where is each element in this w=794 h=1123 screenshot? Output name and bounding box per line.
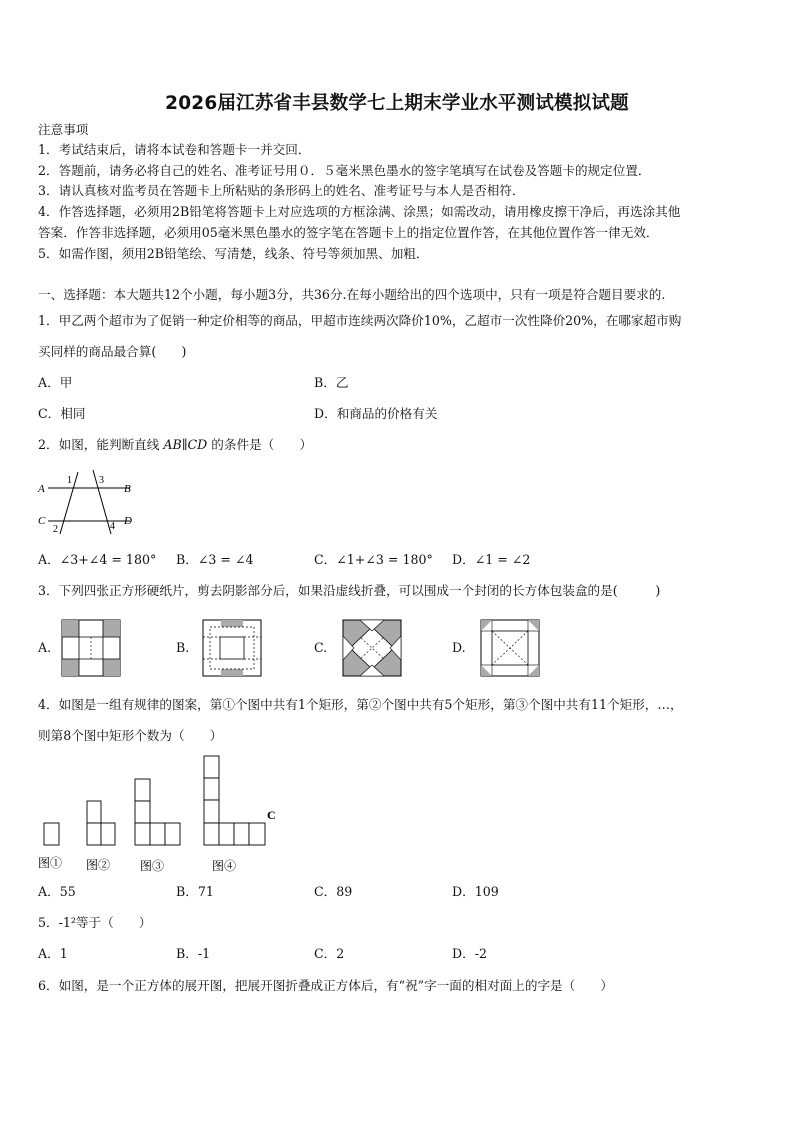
q2-angle-4: 4 bbox=[110, 521, 115, 532]
q1-stem-line2: 买同样的商品最合算( ) bbox=[38, 344, 187, 359]
q4-corner-label: C bbox=[267, 808, 276, 822]
q2-option-d: D．∠1 = ∠2 bbox=[452, 552, 531, 567]
q2-stem-tail: 的条件是（ ） bbox=[211, 437, 313, 452]
q1-option-d: D．和商品的价格有关 bbox=[314, 406, 438, 421]
q4-stem-line1: 4．如图是一组有规律的图案，第①个图中共有1个矩形，第②个图中共有5个矩形，第③个图中共有11个矩形，…， bbox=[38, 697, 683, 712]
q2-option-b: B．∠3 = ∠4 bbox=[176, 552, 254, 567]
q4-caption-2: 图② bbox=[86, 858, 111, 872]
q2-label-a: A bbox=[38, 483, 45, 495]
page-title: 2026届江苏省丰县数学七上期末学业水平测试模拟试题 bbox=[165, 93, 629, 114]
q2-label-d: D bbox=[124, 515, 132, 527]
q4-rectangle-pattern-figure bbox=[36, 752, 286, 876]
q2-option-a: A．∠3+∠4 = 180° bbox=[38, 552, 157, 567]
note-item-1: 1．考试结束后，请将本试卷和答题卡一并交回． bbox=[38, 142, 311, 157]
q2-angle-1: 1 bbox=[67, 475, 72, 486]
q4-caption-3: 图③ bbox=[140, 859, 165, 873]
q1-option-b: B．乙 bbox=[314, 375, 349, 390]
q5-option-d: D．-2 bbox=[452, 946, 487, 961]
q3-label-a: A. bbox=[38, 640, 52, 655]
q5-option-a: A．1 bbox=[38, 946, 68, 961]
section-heading: 一、选择题：本大题共12个小题，每小题3分，共36分.在每小题给出的四个选项中，只有一项是符合题目要求的. bbox=[38, 287, 666, 302]
q5-option-b: B．-1 bbox=[176, 946, 211, 961]
q5-option-c: C．2 bbox=[314, 946, 345, 961]
note-item-3: 3．请认真核对监考员在答题卡上所粘贴的条形码上的姓名、准考证号与本人是否相符． bbox=[38, 183, 525, 198]
q4-option-d: D．109 bbox=[452, 884, 499, 899]
q1-option-c: C．相同 bbox=[38, 406, 86, 421]
q2-label-c: C bbox=[38, 515, 46, 527]
q3-stem: 3．下列四张正方形硬纸片，剪去阴影部分后，如果沿虚线折叠，可以围成一个封闭的长方体包装盒的是( ) bbox=[38, 583, 661, 598]
q4-caption-4: 图④ bbox=[212, 859, 237, 873]
notes-heading: 注意事项 bbox=[38, 122, 89, 137]
q2-label-b: B bbox=[124, 483, 131, 495]
q2-stem-math: AB∥CD bbox=[163, 437, 208, 452]
q3-paper-a bbox=[61, 619, 121, 677]
q5-stem: 5．-1²等于（ ） bbox=[38, 915, 152, 930]
q3-label-b: B. bbox=[176, 640, 190, 655]
q3-paper-d bbox=[480, 619, 540, 677]
q1-stem-line1: 1．甲乙两个超市为了促销一种定价相等的商品，甲超市连续两次降价10%，乙超市一次性降价20%，在哪家超市购 bbox=[38, 313, 682, 328]
q4-option-b: B．71 bbox=[176, 884, 214, 899]
note-item-5: 5．如需作图，须用2B铅笔绘、写清楚，线条、符号等须加黑、加粗． bbox=[38, 246, 429, 261]
q4-option-a: A．55 bbox=[38, 884, 76, 899]
q2-angle-3: 3 bbox=[99, 475, 104, 486]
q2-option-c: C．∠1+∠3 = 180° bbox=[314, 552, 433, 567]
note-item-2: 2．答题前，请务必将自己的姓名、准考证号用０．５毫米黑色墨水的签字笔填写在试卷及答题卡的规定位置． bbox=[38, 163, 651, 178]
q3-label-c: C. bbox=[314, 640, 328, 655]
q2-stem-text: 2．如图，能判断直线 bbox=[38, 437, 160, 452]
q4-option-c: C．89 bbox=[314, 884, 353, 899]
q4-caption-1: 图① bbox=[38, 856, 63, 870]
q2-angle-2: 2 bbox=[53, 524, 58, 535]
q2-parallel-lines-figure bbox=[36, 466, 140, 536]
q3-label-d: D. bbox=[452, 640, 466, 655]
q4-stem-line2: 则第8个图中矩形个数为（ ） bbox=[38, 728, 223, 743]
note-item-4-cont: 答案．作答非选择题，必须用05毫米黑色墨水的签字笔在答题卡上的指定位置作答，在其他位置作答一律无效． bbox=[38, 225, 659, 240]
q3-paper-c bbox=[342, 619, 402, 677]
q1-option-a: A．甲 bbox=[38, 375, 73, 390]
note-item-4: 4．作答选择题，必须用2B铅笔将答题卡上对应选项的方框涂满、涂黑；如需改动，请用橡皮擦干净后，再选涂其他 bbox=[38, 204, 681, 219]
q6-stem: 6．如图，是一个正方体的展开图，把展开图折叠成正方体后，有“祝”字一面的相对面上的字是（ ） bbox=[38, 978, 614, 993]
q3-paper-b bbox=[202, 619, 262, 677]
q2-stem bbox=[38, 437, 312, 453]
